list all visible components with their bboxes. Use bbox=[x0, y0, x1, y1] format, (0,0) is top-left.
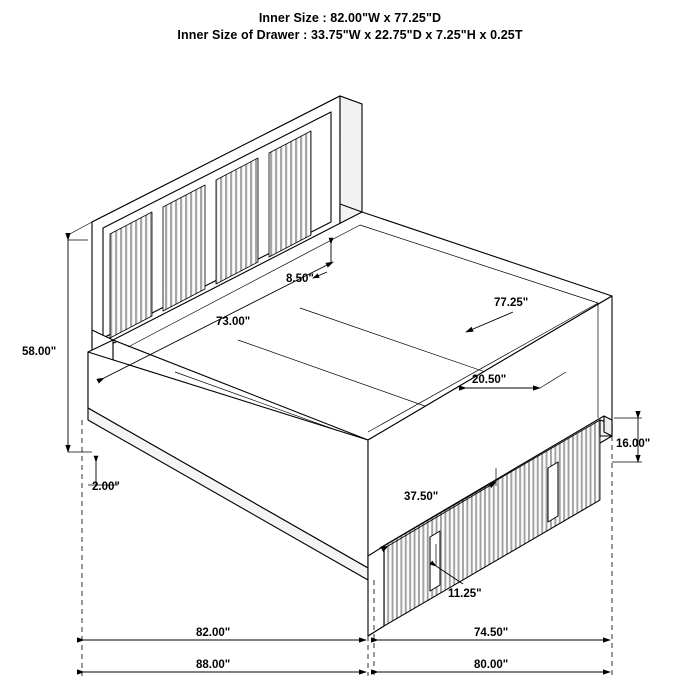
label-headboard-width: 73.00" bbox=[216, 316, 251, 328]
label-side-rail: 20.50" bbox=[472, 374, 507, 386]
label-overall-width-outer: 88.00" bbox=[196, 659, 231, 671]
label-total-height: 58.00" bbox=[22, 346, 57, 358]
label-overall-width-inner: 82.00" bbox=[196, 627, 231, 639]
label-bed-depth: 77.25" bbox=[494, 297, 529, 309]
label-overall-depth-inner: 74.50" bbox=[474, 627, 509, 639]
header-line-1: Inner Size : 82.00"W x 77.25"D bbox=[258, 11, 442, 25]
label-footboard-height: 16.00" bbox=[616, 438, 651, 450]
label-drawer-gap: 11.25" bbox=[448, 588, 482, 600]
label-drawer-width: 37.50" bbox=[404, 491, 439, 503]
label-rail-thickness: 2.00" bbox=[92, 481, 120, 493]
label-overall-depth-outer: 80.00" bbox=[474, 659, 509, 671]
label-headboard-panel: 8.50" bbox=[286, 273, 314, 285]
header-line-2: Inner Size of Drawer : 33.75"W x 22.75"D x 7.25"H x 0.25T bbox=[177, 28, 523, 42]
